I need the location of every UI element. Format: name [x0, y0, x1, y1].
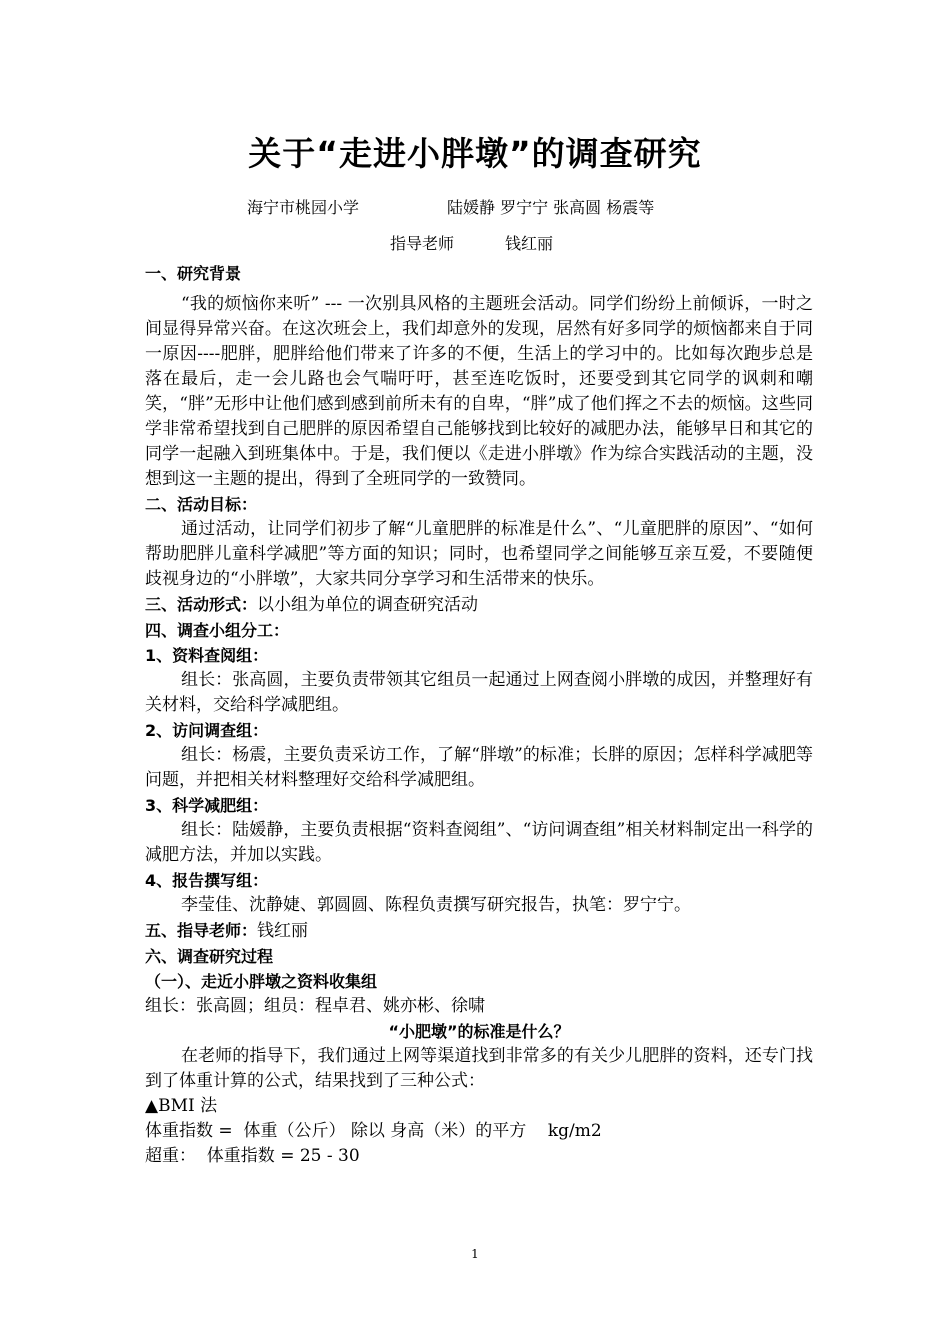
document-body	[145, 261, 813, 1169]
group-heading: 1、资料查阅组：	[145, 646, 269, 665]
section-heading: 五、指导老师：	[145, 921, 258, 940]
group-heading: 4、报告撰写组：	[145, 871, 269, 890]
page-number: 1	[471, 1247, 479, 1261]
advisor-name: 钱红丽	[505, 234, 554, 253]
section-heading: 一、研究背景	[145, 264, 242, 283]
paragraph: 组长：陆媛静，主要负责根据“资料查阅组”、“访问调查组”相关材料制定出一科学的减肥方法，并加以实践。	[145, 820, 813, 865]
bmi-formula: 体重指数 = 体重（公斤） 除以 身高（米）的平方 kg/m2	[145, 1121, 602, 1141]
group-heading: 3、科学减肥组：	[145, 796, 269, 815]
group-members: 组长：张高圆；组员：程卓君、姚亦彬、徐啸	[145, 996, 485, 1016]
paragraph: 在老师的指导下，我们通过上网等渠道找到非常多的有关少儿肥胖的资料，还专门找到了体重计算的公式，结果找到了三种公式：	[145, 1046, 813, 1091]
paragraph: 通过活动，让同学们初步了解“儿童肥胖的标准是什么”、“儿童肥胖的原因”、“如何帮助肥胖儿童科学减肥”等方面的知识；同时，也希望同学之间能够互亲互爱，不要随便歧视身边的“小胖墩”，大家共同分享学习和生活带来的快乐。	[145, 519, 813, 589]
section-heading: 四、调查小组分工：	[145, 621, 290, 640]
section-line	[145, 592, 813, 618]
paragraph: “我的烦恼你来听” --- 一次别具风格的主题班会活动。同学们纷纷上前倾诉，一时之间显得异常兴奋。在这次班会上，我们却意外的发现，居然有好多同学的烦恼都来自于同一原因----肥胖，肥胖给他们带来了许多的不便，生活上的学习中的。比如每次跑步总是落在最后，走一会儿路也会气喘吁吁，甚至连吃饭时，还要受到其它同学的讽刺和嘲笑，“胖”无形中让他们感到感到前所未有的自卑，“胖”成了他们挥之不去的烦恼。这些同学非常希望找到自己肥胖的原因希望自己能够找到比较好的减肥办法，能够早日和其它的同学一起融入到班集体中。于是，我们便以《走进小胖墩》作为综合实践活动的主题，没想到这一主题的提出，得到了全班同学的一致赞同。	[145, 294, 813, 489]
school-name: 海宁市桃园小学	[247, 198, 360, 217]
group-heading: 2、访问调查组：	[145, 721, 269, 740]
section-heading: 六、调查研究过程	[145, 947, 274, 966]
overweight-range: 超重： 体重指数 = 25 - 30	[145, 1146, 360, 1166]
section-heading: 三、活动形式：	[145, 595, 258, 614]
section-line	[145, 918, 813, 944]
method-label: ▲BMI 法	[145, 1096, 218, 1116]
subsection-heading: （一）、走近小胖墩之资料收集组	[145, 972, 378, 991]
section-inline-text: 钱红丽	[257, 921, 309, 941]
paragraph: 组长：张高圆，主要负责带领其它组员一起通过上网查阅小胖墩的成因，并整理好有关材料，交给科学减肥组。	[145, 670, 813, 715]
section-inline-text: 以小组为单位的调查研究活动	[257, 595, 479, 615]
author-list: 陆媛静 罗宁宁 张高圆 杨震等	[447, 198, 655, 217]
section-heading: 二、活动目标：	[145, 495, 258, 514]
document-title: 关于“走进小胖墩”的调查研究	[248, 134, 702, 173]
paragraph: 组长：杨震，主要负责采访工作，了解“胖墩”的标准；长胖的原因；怎样科学减肥等问题，并把相关材料整理好交给科学减肥组。	[145, 745, 813, 790]
question-heading: “小肥墩”的标准是什么？	[388, 1022, 570, 1041]
paragraph: 李莹佳、沈静婕、郭圆圆、陈程负责撰写研究报告，执笔：罗宁宁。	[181, 895, 691, 915]
advisor-label: 指导老师	[390, 234, 455, 253]
